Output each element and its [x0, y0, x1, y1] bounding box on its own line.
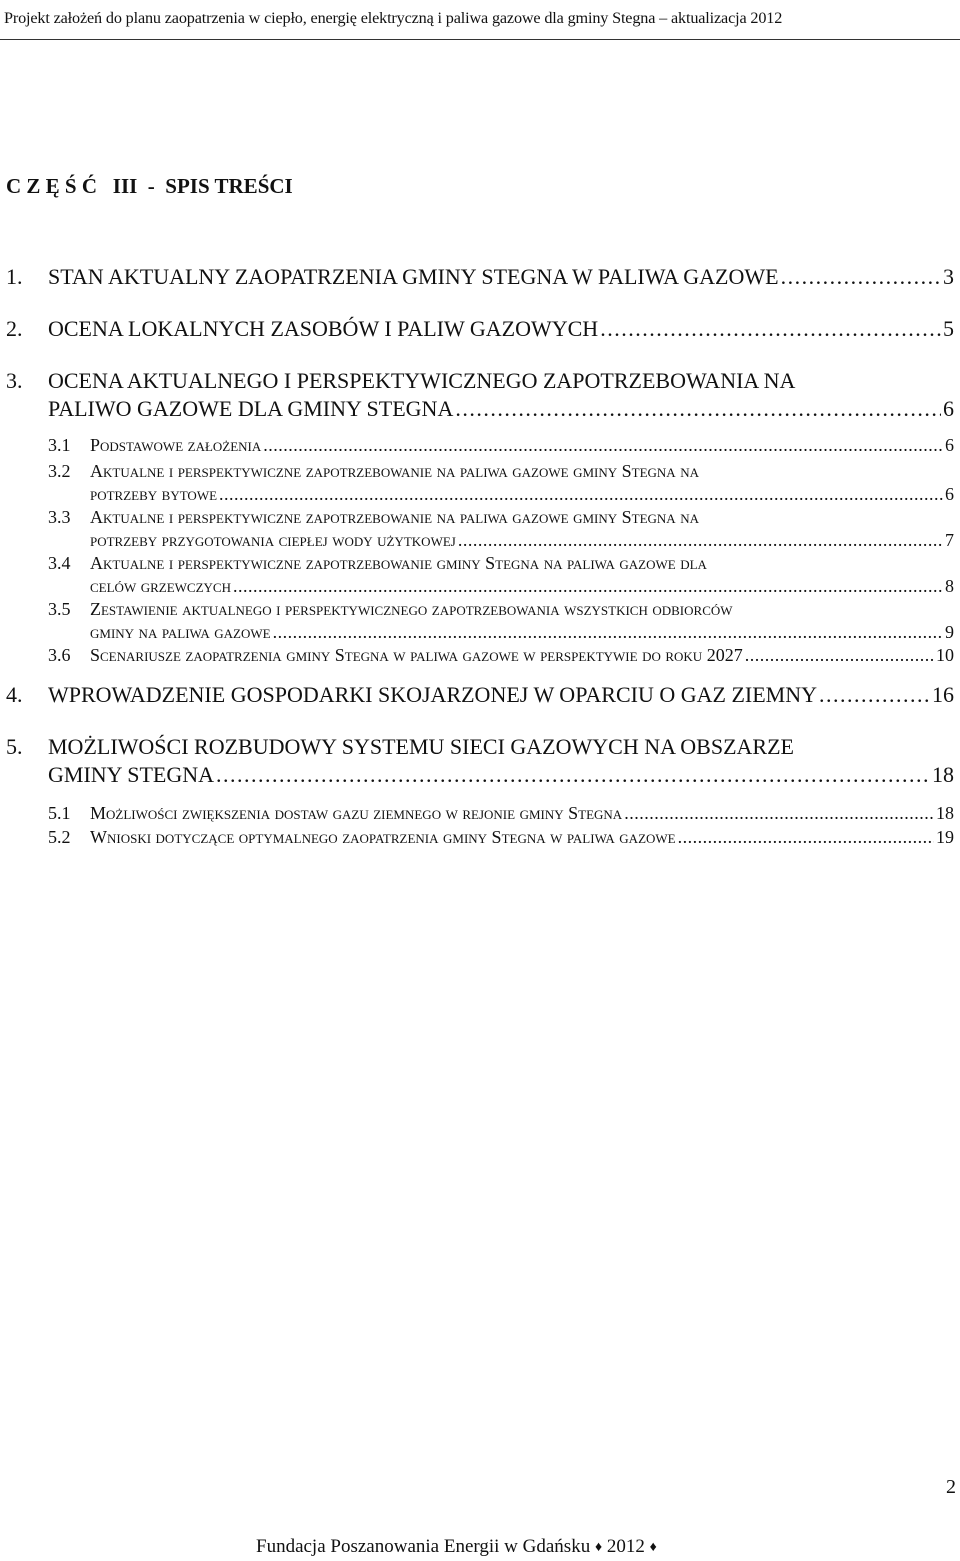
toc-title: OCENA AKTUALNEGO I PERSPEKTYWICZNEGO ZAPOTRZEBOWANIA NA	[48, 368, 796, 393]
toc-page: 8	[945, 576, 954, 596]
toc-page: 3	[943, 264, 954, 289]
toc-title: Aktualne i perspektywiczne zapotrzebowanie na paliwa gazowe gminy Stegna na	[90, 507, 699, 527]
toc-leader	[273, 622, 943, 643]
page-number: 2	[946, 1476, 956, 1498]
toc-number: 3.6	[48, 645, 71, 665]
toc-leader	[455, 396, 941, 422]
toc-number: 3.1	[48, 435, 71, 455]
toc-title: Wnioski dotyczące optymalnego zaopatrzenia gminy Stegna w paliwa gazowe	[90, 827, 676, 847]
toc-leader	[263, 435, 943, 456]
toc-page: 6	[945, 435, 954, 455]
toc-page: 6	[943, 396, 954, 421]
toc-number: 3.3	[48, 507, 71, 527]
toc-number: 3.5	[48, 599, 71, 619]
toc-leader	[624, 803, 934, 824]
toc-title: Podstawowe założenia	[90, 435, 262, 455]
toc-leader	[819, 682, 930, 708]
toc-number: 4.	[6, 682, 23, 707]
toc-number: 3.2	[48, 461, 71, 481]
toc-leader	[600, 316, 941, 342]
toc-page: 18	[932, 762, 954, 787]
footer-year: 2012	[606, 1536, 645, 1557]
toc-title-cont: potrzeby bytowe	[90, 484, 218, 504]
diamond-icon: ♦	[594, 1540, 603, 1555]
diamond-icon: ♦	[649, 1540, 657, 1555]
toc-number: 5.	[6, 734, 23, 759]
toc-leader	[219, 484, 943, 505]
toc-title: Scenariusze zaopatrzenia gminy Stegna w paliwa gazowe w perspektywie do roku 2027	[90, 645, 743, 665]
toc-title-cont: gminy na paliwa gazowe	[90, 622, 271, 642]
toc-number: 5.2	[48, 827, 71, 847]
toc-title: WPROWADZENIE GOSPODARKI SKOJARZONEJ W OPARCIU O GAZ ZIEMNY	[48, 682, 818, 707]
toc-title-cont: GMINY STEGNA	[48, 762, 215, 787]
toc-number: 3.4	[48, 553, 71, 573]
toc-page: 5	[943, 316, 954, 341]
toc-title: Aktualne i perspektywiczne zapotrzebowanie na paliwa gazowe gminy Stegna na	[90, 461, 699, 481]
toc-page: 9	[945, 622, 954, 642]
page-footer	[256, 1536, 657, 1558]
toc-title: Możliwości zwiększenia dostaw gazu ziemnego w rejonie gminy Stegna	[90, 803, 623, 823]
toc-number: 1.	[6, 264, 23, 289]
toc-page: 10	[936, 645, 954, 665]
toc-leader	[233, 576, 943, 597]
toc-page: 18	[936, 803, 954, 823]
toc-page: 19	[936, 827, 954, 847]
section-title: C Z Ę Ś Ć III - SPIS TREŚCI	[6, 174, 293, 198]
toc-page: 6	[945, 484, 954, 504]
toc-leader	[216, 762, 930, 788]
toc-title: STAN AKTUALNY ZAOPATRZENIA GMINY STEGNA W PALIWA GAZOWE	[48, 264, 779, 289]
toc-leader	[458, 530, 943, 551]
toc-title: OCENA LOKALNYCH ZASOBÓW I PALIW GAZOWYCH	[48, 316, 599, 341]
toc-page: 16	[932, 682, 954, 707]
header-title: Projekt założeń do planu zaopatrzenia w ciepło, energię elektryczną i paliwa gazowe dla gminy Stegna – aktualizacja 2012	[4, 9, 783, 27]
toc-page: 7	[945, 530, 954, 550]
toc-title-cont: PALIWO GAZOWE DLA GMINY STEGNA	[48, 396, 454, 421]
toc-number: 5.1	[48, 803, 71, 823]
toc-number: 2.	[6, 316, 23, 341]
toc-title: Zestawienie aktualnego i perspektywicznego zapotrzebowania wszystkich odbiorców	[90, 599, 733, 619]
toc-title-cont: celów grzewczych	[90, 576, 231, 596]
toc-title: MOŻLIWOŚCI ROZBUDOWY SYSTEMU SIECI GAZOWYCH NA OBSZARZE	[48, 734, 794, 759]
toc-leader	[781, 264, 941, 290]
toc-leader	[745, 645, 934, 666]
toc-title-cont: potrzeby przygotowania ciepłej wody użytkowej	[90, 530, 456, 550]
toc-title: Aktualne i perspektywiczne zapotrzebowanie gminy Stegna na paliwa gazowe dla	[90, 553, 707, 573]
toc-number: 3.	[6, 368, 23, 393]
toc-leader	[678, 827, 934, 848]
footer-org: Fundacja Poszanowania Energii w Gdańsku	[256, 1536, 591, 1557]
